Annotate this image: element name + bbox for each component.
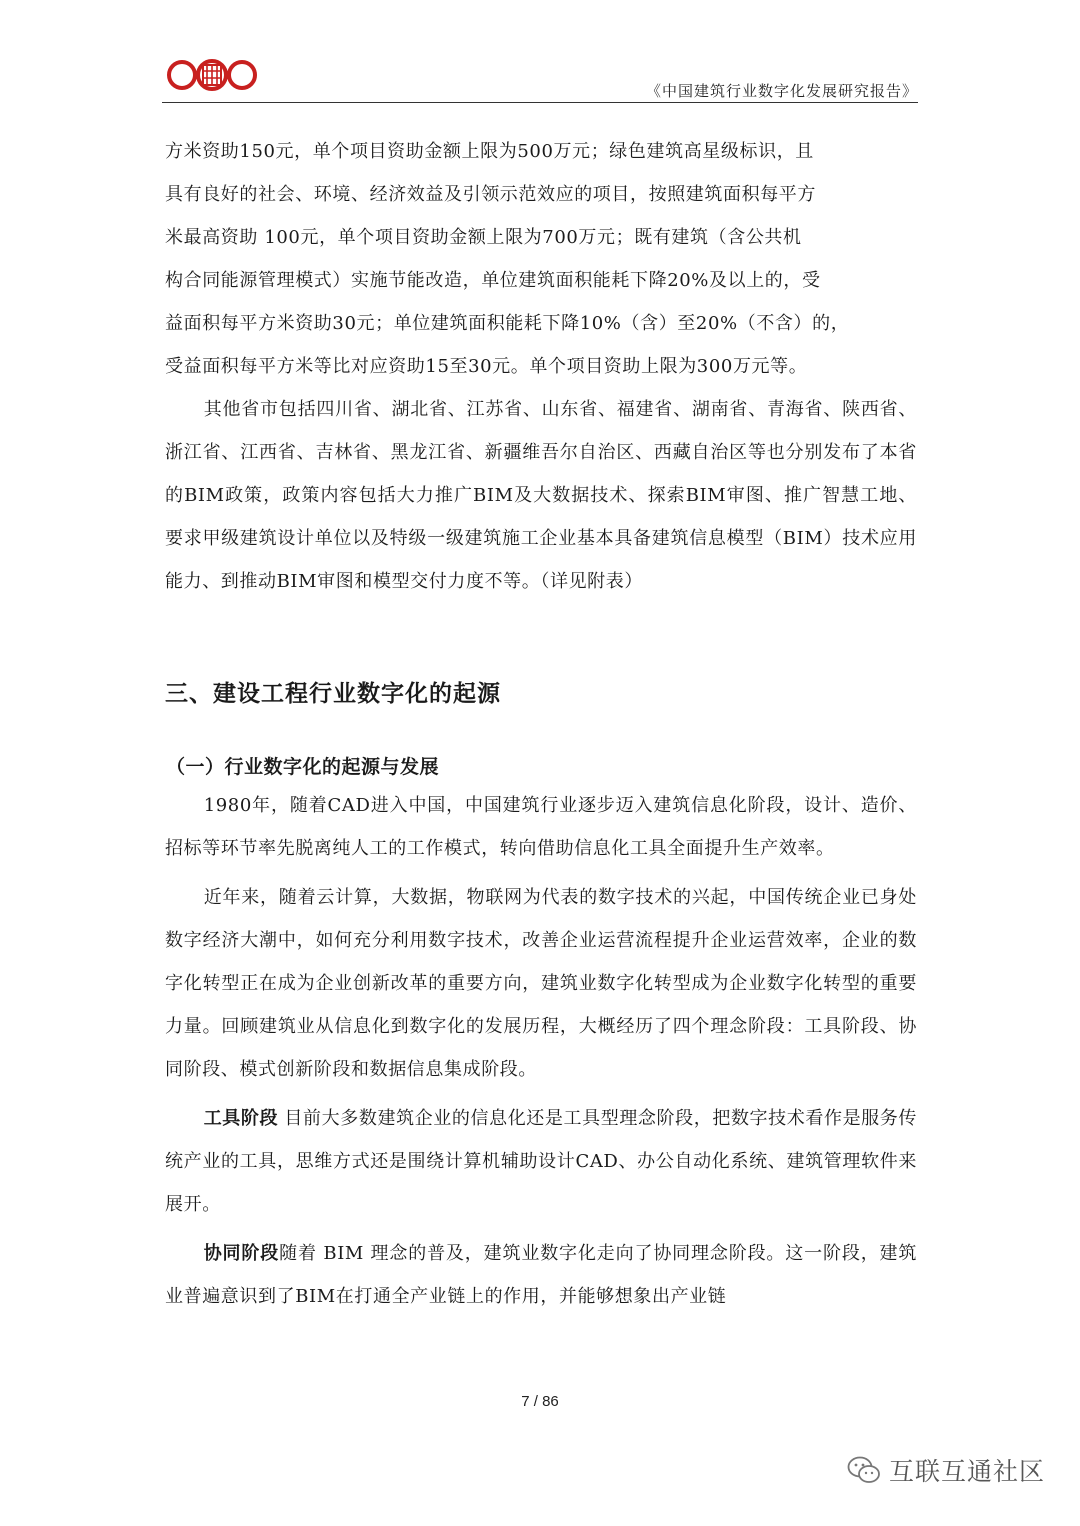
paragraph-cad-origin: 1980年，随着CAD进入中国，中国建筑行业逐步迈入建筑信息化阶段，设计、造价、招标等环节率先脱离纯人工的工作模式，转向借助信息化工具全面提升生产效率。	[165, 795, 917, 859]
header-divider	[162, 102, 918, 103]
term-collaboration-stage: 协同阶段	[203, 1243, 280, 1264]
section-heading: 三、建设工程行业数字化的起源	[165, 680, 501, 707]
body-block-2	[165, 784, 917, 1318]
text-line: 构合同能源管理模式）实施节能改造，单位建筑面积能耗下降20%及以上的，受	[165, 270, 821, 291]
page-number: 7 / 86	[521, 1393, 559, 1410]
logo-rings-icon	[166, 56, 258, 94]
document-header-title: 《中国建筑行业数字化发展研究报告》	[645, 82, 918, 100]
text-tool-stage: 目前大多数建筑企业的信息化还是工具型理念阶段，把数字技术看作是服务传统产业的工具，思维方式还是围绕计算机辅助设计CAD、办公自动化系统、建筑管理软件来展开。	[165, 1108, 917, 1215]
body-block-1	[165, 130, 917, 603]
text-line: 方米资助150元，单个项目资助金额上限为500万元；绿色建筑高星级标识，且	[165, 141, 814, 162]
paragraph-provincial-policies: 其他省市包括四川省、湖北省、江苏省、山东省、福建省、湖南省、青海省、陕西省、浙江省、江西省、吉林省、黑龙江省、新疆维吾尔自治区、西藏自治区等也分别发布了本省的BIM政策，政策内容包括大力推广BIM及大数据技术、探索BIM审图、推广智慧工地、要求甲级建筑设计单位以及特级一级建筑施工企业基本具备建筑信息模型（BIM）技术应用能力、到推动BIM审图和模型交付力度不等。（详见附表）	[165, 399, 917, 592]
text-line: 益面积每平方米资助30元；单位建筑面积能耗下降10%（含）至20%（不含）的，	[165, 313, 850, 334]
text-line: 受益面积每平方米等比对应资助15至30元。单个项目资助上限为300万元等。	[165, 356, 808, 377]
paragraph-tool-stage	[165, 1097, 917, 1226]
watermark	[847, 1452, 1045, 1488]
watermark-text: 互联互通社区	[888, 1457, 1045, 1486]
logo	[166, 56, 258, 94]
paragraph-continued	[165, 130, 917, 388]
wechat-icon	[847, 1455, 881, 1485]
term-tool-stage: 工具阶段	[203, 1108, 279, 1129]
paragraph-digital-transformation: 近年来，随着云计算，大数据，物联网为代表的数字技术的兴起，中国传统企业已身处数字经济大潮中，如何充分利用数字技术，改善企业运营流程提升企业运营效率，企业的数字化转型正在成为企业创新改革的重要方向，建筑业数字化转型成为企业数字化转型的重要力量。回顾建筑业从信息化到数字化的发展历程，大概经历了四个理念阶段：工具阶段、协同阶段、模式创新阶段和数据信息集成阶段。	[165, 887, 917, 1080]
text-line: 具有良好的社会、环境、经济效益及引领示范效应的项目，按照建筑面积每平方	[165, 184, 816, 205]
text-collaboration-stage: 随着 BIM 理念的普及，建筑业数字化走向了协同理念阶段。这一阶段，建筑业普遍意识到了BIM在打通全产业链上的作用，并能够想象出产业链	[165, 1243, 918, 1307]
text-line: 米最高资助 100元，单个项目资助金额上限为700万元；既有建筑（含公共机	[165, 227, 802, 248]
paragraph-collaboration-stage	[165, 1232, 917, 1318]
subsection-heading: （一）行业数字化的起源与发展	[166, 756, 440, 778]
